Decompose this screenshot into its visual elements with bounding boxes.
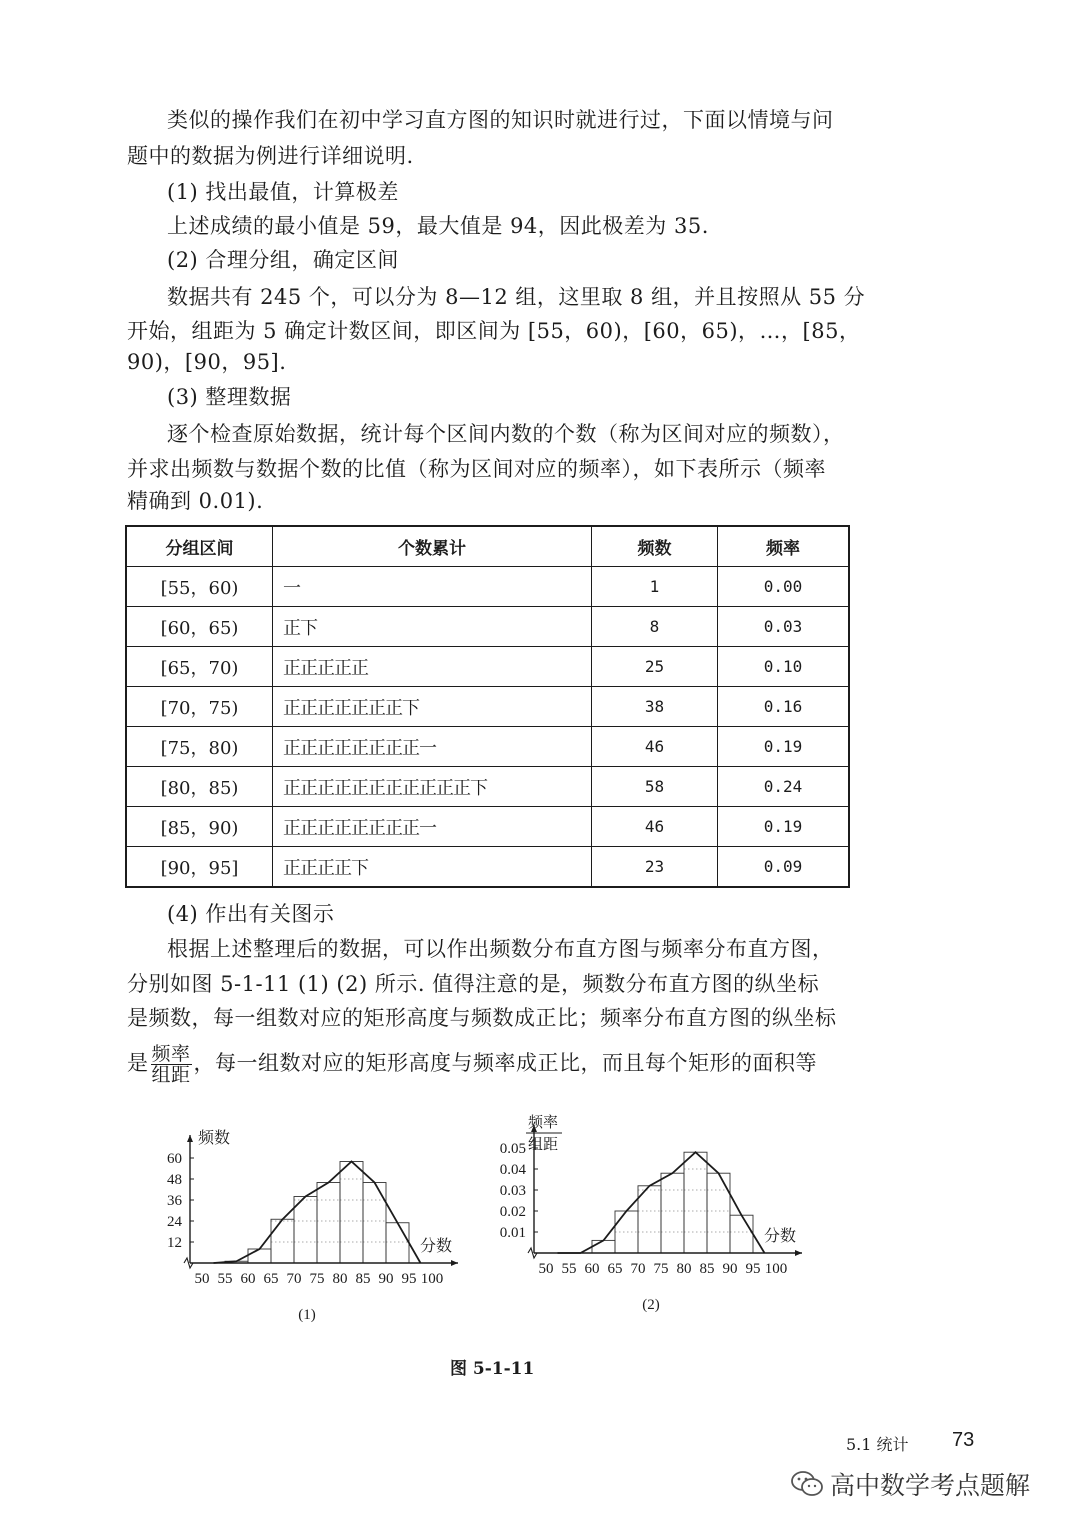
histogram-bar	[661, 1173, 684, 1253]
table-row	[126, 807, 849, 847]
y-tick-label: 0.03	[499, 1183, 526, 1199]
x-axis-label: 分数	[419, 1238, 452, 1255]
histogram-bar	[592, 1240, 615, 1253]
histogram-bar	[248, 1249, 271, 1263]
paragraph-line: 是频数，每一组数对应的矩形高度与频数成正比；频率分布直方图的纵坐标	[127, 1006, 837, 1030]
section-heading-3: (3) 整理数据	[167, 385, 292, 409]
y-axis-arrow	[187, 1135, 193, 1142]
histogram-bar	[707, 1173, 730, 1253]
count-cell: 38	[592, 687, 718, 727]
x-tick-label: 75	[653, 1261, 669, 1277]
tally-cell: 正正正正正正正下	[273, 687, 592, 727]
table-row	[126, 647, 849, 687]
interval-cell: [75，80)	[126, 727, 273, 767]
paragraph-line: 分别如图 5-1-11 (1) (2) 所示. 值得注意的是，频数分布直方图的纵坐标	[127, 972, 820, 996]
interval-cell: [60，65)	[126, 607, 273, 647]
watermark-text: 高中数学考点题解	[830, 1471, 1031, 1500]
freq-cell: 0.09	[718, 847, 850, 888]
histogram-bar	[684, 1152, 707, 1253]
x-tick-label: 60	[240, 1271, 256, 1287]
interval-cell: [55，60)	[126, 567, 273, 607]
table-row	[126, 687, 849, 727]
panel-label: (2)	[642, 1297, 660, 1313]
count-cell: 46	[592, 727, 718, 767]
x-tick-label: 65	[607, 1261, 623, 1277]
tally-cell: 一	[273, 567, 592, 607]
y-tick-label: 48	[167, 1172, 182, 1188]
x-tick-label: 100	[420, 1271, 444, 1287]
y-axis-label-numerator: 频率	[528, 1115, 559, 1131]
freq-cell: 0.10	[718, 647, 850, 687]
wechat-icon	[790, 1470, 824, 1498]
x-axis-label: 分数	[763, 1228, 796, 1245]
freq-cell: 0.19	[718, 727, 850, 767]
x-tick-label: 75	[309, 1271, 325, 1287]
paragraph-line: 数据共有 245 个，可以分为 8—12 组，这里取 8 组，并且按照从 55 分	[167, 285, 866, 309]
histogram-bar	[363, 1183, 386, 1264]
interval-cell: [85，90)	[126, 807, 273, 847]
frequency-histogram	[150, 1115, 480, 1340]
x-tick-label: 90	[378, 1271, 394, 1287]
y-tick-label: 24	[167, 1214, 182, 1230]
y-tick-label: 12	[167, 1235, 182, 1251]
tally-cell: 正正正正正正正正一	[273, 807, 592, 847]
interval-cell: [70，75)	[126, 687, 273, 727]
text-run: ，每一组数对应的矩形高度与频率成正比，而且每个矩形的面积等	[193, 1051, 818, 1075]
x-axis-arrow	[451, 1260, 458, 1266]
histogram-bar	[730, 1215, 753, 1253]
count-cell: 1	[592, 567, 718, 607]
tally-cell: 正下	[273, 607, 592, 647]
x-tick-label: 70	[286, 1271, 302, 1287]
y-tick-label: 60	[167, 1151, 182, 1167]
paragraph-line: 并求出频数与数据个数的比值（称为区间对应的频率），如下表所示（频率	[127, 457, 826, 481]
fraction-numerator: 频率	[151, 1043, 191, 1065]
tally-cell: 正正正正正正正正一	[273, 727, 592, 767]
table-row	[126, 847, 849, 888]
paragraph-line: 开始，组距为 5 确定计数区间，即区间为 [55，60)，[60，65)，…，[85，	[127, 319, 861, 343]
text-run: 是	[127, 1051, 149, 1075]
count-cell: 8	[592, 607, 718, 647]
fraction	[151, 1044, 192, 1085]
x-tick-label: 50	[194, 1271, 210, 1287]
x-tick-label: 95	[745, 1261, 761, 1277]
x-axis-arrow	[795, 1250, 802, 1256]
x-tick-label: 80	[332, 1271, 348, 1287]
table-header: 频率	[718, 526, 850, 567]
panel-label: (1)	[298, 1307, 316, 1323]
table-row	[126, 607, 849, 647]
footer-section: 5.1 统计	[846, 1435, 909, 1454]
x-tick-label: 60	[584, 1261, 600, 1277]
x-tick-label: 50	[538, 1261, 554, 1277]
freq-cell: 0.19	[718, 807, 850, 847]
tally-cell: 正正正正正	[273, 647, 592, 687]
count-cell: 58	[592, 767, 718, 807]
x-tick-label: 65	[263, 1271, 279, 1287]
x-tick-label: 90	[722, 1261, 738, 1277]
table-header-row	[126, 526, 849, 567]
tally-cell: 正正正正下	[273, 847, 592, 888]
frequency-table	[125, 525, 850, 888]
table-header: 个数累计	[273, 526, 592, 567]
y-axis-label-denominator: 组距	[528, 1137, 559, 1153]
y-tick-label: 0.02	[499, 1204, 526, 1220]
table-header: 分组区间	[126, 526, 273, 567]
freq-cell: 0.03	[718, 607, 850, 647]
histogram-bar	[271, 1219, 294, 1263]
histogram-bar	[340, 1162, 363, 1264]
freq-cell: 0.24	[718, 767, 850, 807]
histogram-bar	[386, 1223, 409, 1263]
section-heading-2: (2) 合理分组，确定区间	[167, 248, 399, 272]
fraction-denominator: 组距	[151, 1064, 191, 1086]
table-row	[126, 727, 849, 767]
x-tick-label: 85	[355, 1271, 371, 1287]
watermark	[790, 1466, 1030, 1502]
y-axis-label: 频数	[198, 1130, 231, 1147]
y-tick-label: 0.05	[499, 1141, 526, 1157]
freq-cell: 0.00	[718, 567, 850, 607]
interval-cell: [65，70)	[126, 647, 273, 687]
count-cell: 25	[592, 647, 718, 687]
paragraph-line: 题中的数据为例进行详细说明.	[127, 144, 414, 168]
figure-caption: 图 5-1-11	[450, 1359, 535, 1379]
histogram-bar	[294, 1197, 317, 1264]
y-tick-label: 36	[167, 1193, 182, 1209]
x-tick-label: 85	[699, 1261, 715, 1277]
x-tick-label: 80	[676, 1261, 692, 1277]
table-row	[126, 567, 849, 607]
section-heading-4: (4) 作出有关图示	[167, 902, 335, 926]
count-cell: 46	[592, 807, 718, 847]
page-number: 73	[952, 1429, 975, 1451]
paragraph-line: 精确到 0.01).	[127, 489, 264, 513]
relative-frequency-histogram	[480, 1105, 820, 1340]
freq-cell: 0.16	[718, 687, 850, 727]
table-row	[126, 767, 849, 807]
x-tick-label: 55	[217, 1271, 233, 1287]
paragraph-line: 逐个检查原始数据，统计每个区间内数的个数（称为区间对应的频数），	[167, 422, 845, 446]
interval-cell: [90，95]	[126, 847, 273, 888]
histogram-bar	[317, 1183, 340, 1264]
x-tick-label: 95	[401, 1271, 417, 1287]
paragraph-line-with-fraction	[127, 1037, 852, 1089]
paragraph-line: 根据上述整理后的数据，可以作出频数分布直方图与频率分布直方图，	[167, 937, 834, 961]
y-tick-label: 0.01	[499, 1225, 526, 1241]
x-tick-label: 55	[561, 1261, 577, 1277]
x-tick-label: 100	[764, 1261, 788, 1277]
tally-cell: 正正正正正正正正正正正下	[273, 767, 592, 807]
x-tick-label: 70	[630, 1261, 646, 1277]
paragraph-line: 90)，[90，95].	[127, 350, 287, 374]
histogram-bar	[615, 1211, 638, 1253]
y-tick-label: 0.04	[499, 1162, 526, 1178]
section-heading-1: (1) 找出最值，计算极差	[167, 180, 399, 204]
table-header: 频数	[592, 526, 718, 567]
count-cell: 23	[592, 847, 718, 888]
paragraph-line: 类似的操作我们在初中学习直方图的知识时就进行过，下面以情境与问	[167, 108, 834, 132]
interval-cell: [80，85)	[126, 767, 273, 807]
paragraph-line: 上述成绩的最小值是 59，最大值是 94，因此极差为 35.	[167, 214, 709, 238]
